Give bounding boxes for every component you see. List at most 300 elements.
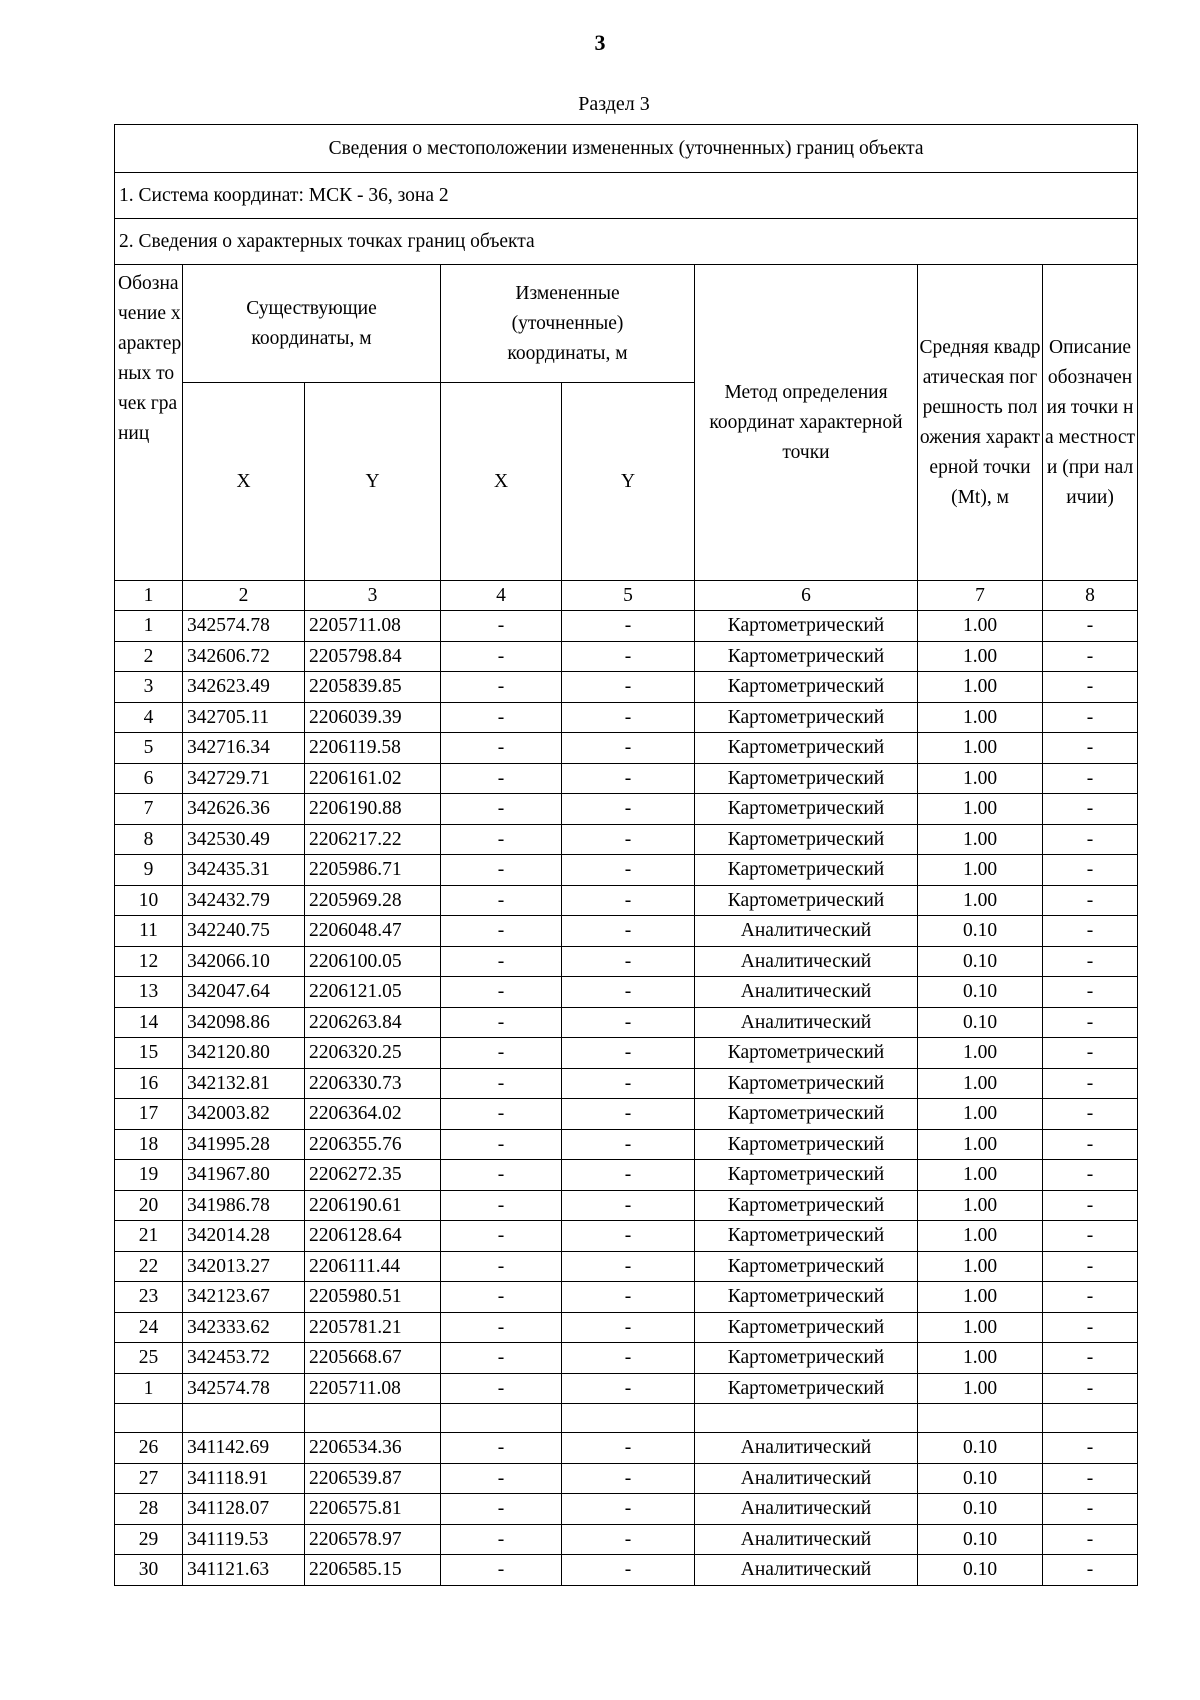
method: Аналитический <box>695 1524 918 1555</box>
table-row <box>115 1494 1138 1525</box>
changed-x: - <box>441 733 562 764</box>
point-description: - <box>1043 1343 1138 1374</box>
error-mt: 1.00 <box>918 733 1043 764</box>
existing-y: 2206272.35 <box>305 1160 441 1191</box>
changed-y: - <box>562 1373 695 1404</box>
table-row <box>115 1068 1138 1099</box>
error-mt: 1.00 <box>918 855 1043 886</box>
existing-x: 342435.31 <box>183 855 305 886</box>
point-number: 8 <box>115 824 183 855</box>
existing-y: 2206161.02 <box>305 763 441 794</box>
point-number: 14 <box>115 1007 183 1038</box>
existing-x: 341967.80 <box>183 1160 305 1191</box>
table-row <box>115 885 1138 916</box>
method: Картометрический <box>695 1251 918 1282</box>
coordinate-system: 1. Система координат: МСК - 36, зона 2 <box>115 173 1138 219</box>
error-mt: 1.00 <box>918 1343 1043 1374</box>
table-row <box>115 916 1138 947</box>
method: Картометрический <box>695 1343 918 1374</box>
point-number: 30 <box>115 1555 183 1586</box>
method: Картометрический <box>695 1190 918 1221</box>
point-description: - <box>1043 763 1138 794</box>
existing-y: 2206039.39 <box>305 702 441 733</box>
changed-x: - <box>441 1251 562 1282</box>
point-description: - <box>1043 1463 1138 1494</box>
changed-x: - <box>441 1007 562 1038</box>
table-row <box>115 1160 1138 1191</box>
changed-x: - <box>441 1282 562 1313</box>
point-description: - <box>1043 1373 1138 1404</box>
header-existing-y: Y <box>305 383 441 581</box>
header-changed-x: X <box>441 383 562 581</box>
table-row <box>115 946 1138 977</box>
changed-x: - <box>441 1373 562 1404</box>
method: Картометрический <box>695 1282 918 1313</box>
changed-y: - <box>562 1494 695 1525</box>
existing-y: 2206048.47 <box>305 916 441 947</box>
point-description: - <box>1043 1038 1138 1069</box>
point-number: 5 <box>115 733 183 764</box>
changed-y: - <box>562 946 695 977</box>
method: Картометрический <box>695 855 918 886</box>
changed-x: - <box>441 1555 562 1586</box>
method: Картометрический <box>695 1038 918 1069</box>
header-description: Описание обозначения точки на местности (при наличии) <box>1043 265 1138 581</box>
table-row <box>115 733 1138 764</box>
point-description: - <box>1043 611 1138 642</box>
point-description: - <box>1043 1251 1138 1282</box>
error-mt: 1.00 <box>918 1099 1043 1130</box>
table-row <box>115 1190 1138 1221</box>
error-mt: 1.00 <box>918 824 1043 855</box>
error-mt: 0.10 <box>918 1433 1043 1464</box>
changed-x: - <box>441 702 562 733</box>
existing-y: 2205798.84 <box>305 641 441 672</box>
point-description: - <box>1043 1129 1138 1160</box>
existing-y: 2206578.97 <box>305 1524 441 1555</box>
column-number: 3 <box>305 581 441 611</box>
method: Картометрический <box>695 672 918 703</box>
existing-x: 342729.71 <box>183 763 305 794</box>
error-mt: 1.00 <box>918 611 1043 642</box>
column-number: 2 <box>183 581 305 611</box>
error-mt: 0.10 <box>918 1524 1043 1555</box>
existing-x: 342098.86 <box>183 1007 305 1038</box>
point-description: - <box>1043 672 1138 703</box>
existing-y: 2205711.08 <box>305 611 441 642</box>
changed-x: - <box>441 1068 562 1099</box>
point-number: 22 <box>115 1251 183 1282</box>
section-title: Раздел 3 <box>578 93 650 115</box>
existing-x: 342530.49 <box>183 824 305 855</box>
changed-y: - <box>562 763 695 794</box>
existing-x: 341986.78 <box>183 1190 305 1221</box>
table-row <box>115 1099 1138 1130</box>
method: Картометрический <box>695 1221 918 1252</box>
point-number: 7 <box>115 794 183 825</box>
method: Картометрический <box>695 1160 918 1191</box>
error-mt: 1.00 <box>918 672 1043 703</box>
method: Картометрический <box>695 1312 918 1343</box>
point-number: 16 <box>115 1068 183 1099</box>
method: Аналитический <box>695 916 918 947</box>
table-row <box>115 1007 1138 1038</box>
existing-x: 341142.69 <box>183 1433 305 1464</box>
error-mt: 1.00 <box>918 641 1043 672</box>
method: Картометрический <box>695 763 918 794</box>
point-description: - <box>1043 916 1138 947</box>
method: Картометрический <box>695 611 918 642</box>
changed-y <box>562 1404 695 1433</box>
boundary-points-table <box>114 124 1138 1586</box>
header-existing-coordinates: Существующие координаты, м <box>183 265 441 383</box>
changed-y: - <box>562 641 695 672</box>
changed-y: - <box>562 672 695 703</box>
existing-y: 2206217.22 <box>305 824 441 855</box>
existing-x: 342333.62 <box>183 1312 305 1343</box>
point-description: - <box>1043 885 1138 916</box>
method: Картометрический <box>695 641 918 672</box>
point-description: - <box>1043 1524 1138 1555</box>
header-designation: Обозначение характерных точек границ <box>115 265 183 581</box>
point-number: 9 <box>115 855 183 886</box>
existing-y: 2206320.25 <box>305 1038 441 1069</box>
existing-y: 2206190.88 <box>305 794 441 825</box>
changed-y: - <box>562 1524 695 1555</box>
column-number: 5 <box>562 581 695 611</box>
method: Аналитический <box>695 1494 918 1525</box>
table-row <box>115 1251 1138 1282</box>
table-row <box>115 794 1138 825</box>
existing-x: 342014.28 <box>183 1221 305 1252</box>
existing-y: 2206119.58 <box>305 733 441 764</box>
changed-x: - <box>441 1524 562 1555</box>
method: Картометрический <box>695 824 918 855</box>
point-description: - <box>1043 824 1138 855</box>
changed-y: - <box>562 1343 695 1374</box>
method: Аналитический <box>695 1007 918 1038</box>
changed-y: - <box>562 1160 695 1191</box>
point-number: 20 <box>115 1190 183 1221</box>
changed-y: - <box>562 611 695 642</box>
error-mt: 1.00 <box>918 763 1043 794</box>
existing-y: 2205986.71 <box>305 855 441 886</box>
point-description: - <box>1043 794 1138 825</box>
changed-x: - <box>441 1312 562 1343</box>
point-number: 29 <box>115 1524 183 1555</box>
point-number: 13 <box>115 977 183 1008</box>
point-description: - <box>1043 1555 1138 1586</box>
changed-y: - <box>562 1463 695 1494</box>
table-row <box>115 855 1138 886</box>
point-number: 19 <box>115 1160 183 1191</box>
changed-x: - <box>441 1160 562 1191</box>
table-row <box>115 1343 1138 1374</box>
column-number: 7 <box>918 581 1043 611</box>
point-description: - <box>1043 1160 1138 1191</box>
existing-x: 342123.67 <box>183 1282 305 1313</box>
table-row <box>115 1221 1138 1252</box>
point-description: - <box>1043 1099 1138 1130</box>
existing-y: 2205711.08 <box>305 1373 441 1404</box>
point-description: - <box>1043 1282 1138 1313</box>
changed-x: - <box>441 885 562 916</box>
point-description: - <box>1043 1221 1138 1252</box>
existing-y: 2206585.15 <box>305 1555 441 1586</box>
table-title: Сведения о местоположении измененных (уточненных) границ объекта <box>115 125 1138 173</box>
point-number: 15 <box>115 1038 183 1069</box>
changed-x: - <box>441 763 562 794</box>
existing-y: 2205980.51 <box>305 1282 441 1313</box>
changed-x: - <box>441 1494 562 1525</box>
point-number: 24 <box>115 1312 183 1343</box>
changed-x: - <box>441 1190 562 1221</box>
error-mt: 0.10 <box>918 946 1043 977</box>
existing-x: 341121.63 <box>183 1555 305 1586</box>
point-description: - <box>1043 1494 1138 1525</box>
changed-y: - <box>562 1282 695 1313</box>
existing-x: 342047.64 <box>183 977 305 1008</box>
point-description: - <box>1043 1190 1138 1221</box>
point-number: 26 <box>115 1433 183 1464</box>
changed-y: - <box>562 1099 695 1130</box>
existing-y: 2205969.28 <box>305 885 441 916</box>
error-mt: 1.00 <box>918 1221 1043 1252</box>
changed-x: - <box>441 611 562 642</box>
existing-y: 2206364.02 <box>305 1099 441 1130</box>
existing-y <box>305 1404 441 1433</box>
point-description: - <box>1043 1433 1138 1464</box>
points-heading: 2. Сведения о характерных точках границ объекта <box>115 219 1138 265</box>
table-row <box>115 1404 1138 1433</box>
changed-y: - <box>562 1007 695 1038</box>
point-description <box>1043 1404 1138 1433</box>
table-row <box>115 1373 1138 1404</box>
table-row <box>115 1129 1138 1160</box>
existing-y: 2206534.36 <box>305 1433 441 1464</box>
method: Картометрический <box>695 733 918 764</box>
point-number: 1 <box>115 1373 183 1404</box>
point-number: 1 <box>115 611 183 642</box>
table-row <box>115 672 1138 703</box>
point-number: 21 <box>115 1221 183 1252</box>
existing-x: 342606.72 <box>183 641 305 672</box>
existing-x: 342003.82 <box>183 1099 305 1130</box>
existing-y: 2206100.05 <box>305 946 441 977</box>
error-mt: 1.00 <box>918 1251 1043 1282</box>
header-method: Метод определения координат характерной точки <box>695 265 918 581</box>
column-number: 1 <box>115 581 183 611</box>
changed-x: - <box>441 855 562 886</box>
method: Аналитический <box>695 1555 918 1586</box>
column-number-row <box>115 581 1138 611</box>
existing-x: 342626.36 <box>183 794 305 825</box>
existing-x: 342066.10 <box>183 946 305 977</box>
changed-y: - <box>562 1433 695 1464</box>
existing-x: 342120.80 <box>183 1038 305 1069</box>
table-row <box>115 1433 1138 1464</box>
changed-x: - <box>441 916 562 947</box>
method: Картометрический <box>695 885 918 916</box>
point-number: 17 <box>115 1099 183 1130</box>
point-description: - <box>1043 1007 1138 1038</box>
error-mt: 1.00 <box>918 1160 1043 1191</box>
changed-y: - <box>562 1068 695 1099</box>
table-row <box>115 977 1138 1008</box>
existing-x: 342132.81 <box>183 1068 305 1099</box>
changed-x: - <box>441 824 562 855</box>
point-number: 2 <box>115 641 183 672</box>
error-mt <box>918 1404 1043 1433</box>
error-mt: 0.10 <box>918 1463 1043 1494</box>
existing-x: 342705.11 <box>183 702 305 733</box>
point-number: 27 <box>115 1463 183 1494</box>
changed-y: - <box>562 1251 695 1282</box>
point-number: 6 <box>115 763 183 794</box>
error-mt: 1.00 <box>918 1312 1043 1343</box>
point-number: 4 <box>115 702 183 733</box>
changed-y: - <box>562 977 695 1008</box>
point-description: - <box>1043 946 1138 977</box>
table-row <box>115 611 1138 642</box>
point-description: - <box>1043 1068 1138 1099</box>
changed-y: - <box>562 1555 695 1586</box>
header-existing-x: X <box>183 383 305 581</box>
existing-y: 2206263.84 <box>305 1007 441 1038</box>
point-description: - <box>1043 733 1138 764</box>
existing-x: 342623.49 <box>183 672 305 703</box>
table-row <box>115 1524 1138 1555</box>
table-row <box>115 763 1138 794</box>
column-number: 8 <box>1043 581 1138 611</box>
table-row <box>115 702 1138 733</box>
existing-y: 2205668.67 <box>305 1343 441 1374</box>
table-row <box>115 1463 1138 1494</box>
changed-y: - <box>562 794 695 825</box>
changed-x: - <box>441 672 562 703</box>
error-mt: 0.10 <box>918 916 1043 947</box>
error-mt: 0.10 <box>918 1007 1043 1038</box>
existing-x: 341118.91 <box>183 1463 305 1494</box>
method: Картометрический <box>695 1129 918 1160</box>
changed-y: - <box>562 1312 695 1343</box>
changed-x: - <box>441 1221 562 1252</box>
point-number: 3 <box>115 672 183 703</box>
changed-x: - <box>441 794 562 825</box>
point-number: 18 <box>115 1129 183 1160</box>
existing-x: 342574.78 <box>183 611 305 642</box>
changed-y: - <box>562 1038 695 1069</box>
existing-y: 2206190.61 <box>305 1190 441 1221</box>
existing-x: 342240.75 <box>183 916 305 947</box>
existing-x: 342716.34 <box>183 733 305 764</box>
method: Аналитический <box>695 946 918 977</box>
existing-x: 341995.28 <box>183 1129 305 1160</box>
error-mt: 1.00 <box>918 1373 1043 1404</box>
existing-x: 341119.53 <box>183 1524 305 1555</box>
existing-x <box>183 1404 305 1433</box>
point-number: 23 <box>115 1282 183 1313</box>
existing-x: 341128.07 <box>183 1494 305 1525</box>
error-mt: 1.00 <box>918 794 1043 825</box>
page-number: 3 <box>594 30 606 55</box>
method: Картометрический <box>695 794 918 825</box>
existing-y: 2206355.76 <box>305 1129 441 1160</box>
changed-x: - <box>441 1129 562 1160</box>
point-number: 10 <box>115 885 183 916</box>
changed-y: - <box>562 733 695 764</box>
existing-y: 2206128.64 <box>305 1221 441 1252</box>
point-description: - <box>1043 641 1138 672</box>
method <box>695 1404 918 1433</box>
changed-x: - <box>441 1433 562 1464</box>
changed-y: - <box>562 885 695 916</box>
error-mt: 1.00 <box>918 1190 1043 1221</box>
changed-x: - <box>441 1099 562 1130</box>
point-number <box>115 1404 183 1433</box>
changed-y: - <box>562 824 695 855</box>
table-row <box>115 1038 1138 1069</box>
table-row <box>115 1282 1138 1313</box>
existing-y: 2205781.21 <box>305 1312 441 1343</box>
method: Аналитический <box>695 1433 918 1464</box>
point-number: 12 <box>115 946 183 977</box>
existing-x: 342453.72 <box>183 1343 305 1374</box>
changed-y: - <box>562 916 695 947</box>
changed-y: - <box>562 855 695 886</box>
existing-y: 2206330.73 <box>305 1068 441 1099</box>
existing-x: 342013.27 <box>183 1251 305 1282</box>
changed-y: - <box>562 1129 695 1160</box>
existing-y: 2206575.81 <box>305 1494 441 1525</box>
table-row <box>115 1555 1138 1586</box>
header-error: Средняя квадратическая погрешность положения характерной точки (Mt), м <box>918 265 1043 581</box>
error-mt: 1.00 <box>918 1129 1043 1160</box>
error-mt: 0.10 <box>918 1494 1043 1525</box>
error-mt: 1.00 <box>918 1068 1043 1099</box>
point-number: 28 <box>115 1494 183 1525</box>
method: Картометрический <box>695 702 918 733</box>
changed-x: - <box>441 946 562 977</box>
table-row <box>115 1312 1138 1343</box>
changed-y: - <box>562 702 695 733</box>
point-description: - <box>1043 702 1138 733</box>
table-row <box>115 824 1138 855</box>
existing-y: 2206121.05 <box>305 977 441 1008</box>
header-changed-coordinates: Измененные (уточненные) координаты, м <box>441 265 695 383</box>
method: Картометрический <box>695 1099 918 1130</box>
error-mt: 1.00 <box>918 1038 1043 1069</box>
changed-y: - <box>562 1221 695 1252</box>
changed-x: - <box>441 1038 562 1069</box>
point-description: - <box>1043 977 1138 1008</box>
method: Аналитический <box>695 1463 918 1494</box>
error-mt: 1.00 <box>918 702 1043 733</box>
changed-x: - <box>441 977 562 1008</box>
error-mt: 1.00 <box>918 885 1043 916</box>
point-description: - <box>1043 1312 1138 1343</box>
existing-y: 2206539.87 <box>305 1463 441 1494</box>
method: Картометрический <box>695 1373 918 1404</box>
column-number: 6 <box>695 581 918 611</box>
existing-y: 2205839.85 <box>305 672 441 703</box>
changed-x: - <box>441 1463 562 1494</box>
point-number: 25 <box>115 1343 183 1374</box>
changed-x <box>441 1404 562 1433</box>
point-description: - <box>1043 855 1138 886</box>
existing-x: 342432.79 <box>183 885 305 916</box>
error-mt: 0.10 <box>918 1555 1043 1586</box>
